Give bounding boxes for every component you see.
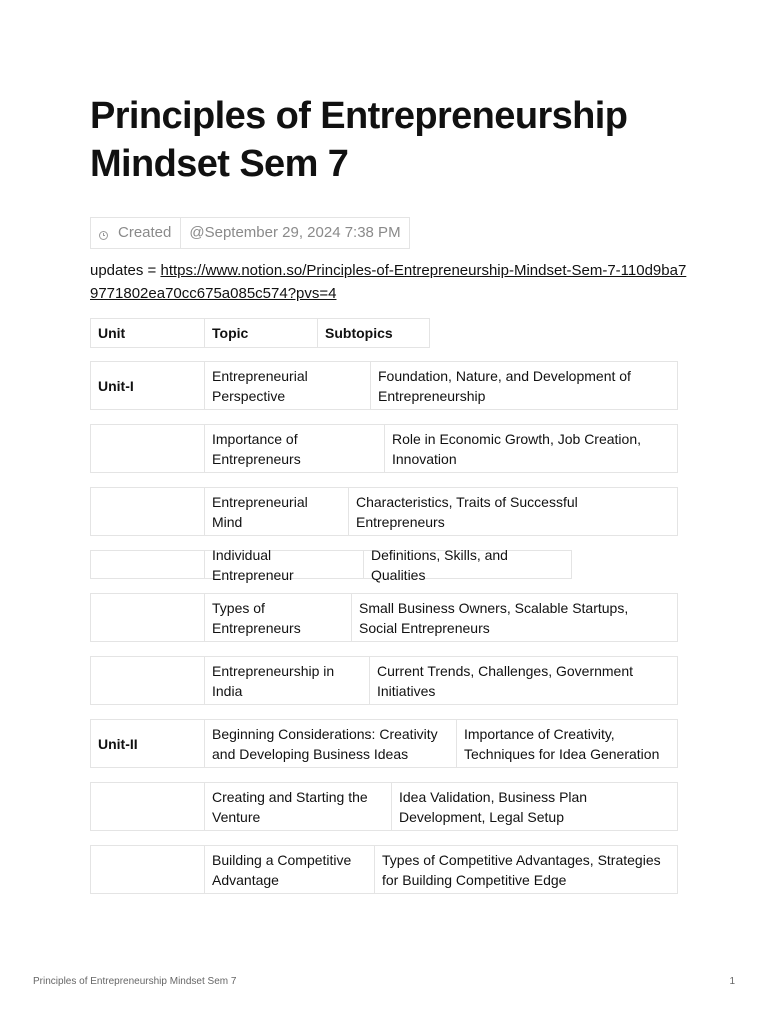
row-unit-cell (91, 551, 204, 578)
row-topic-cell: Beginning Considerations: Creativity and Developing Business Ideas (204, 720, 456, 767)
row-subtopics-cell: Importance of Creativity, Techniques for Idea Generation (456, 720, 677, 767)
row-subtopics-cell: Foundation, Nature, and Development of Entrepreneurship (370, 362, 677, 409)
page-number: 1 (729, 976, 735, 987)
row-subtopics-cell: Idea Validation, Business Plan Development, Legal Setup (391, 783, 677, 830)
table-row (90, 487, 678, 536)
row-topic-cell: Entrepreneurial Perspective (204, 362, 370, 409)
updates-line (90, 259, 690, 305)
table-row (90, 719, 678, 768)
row-topic-cell: Importance of Entrepreneurs (204, 425, 384, 472)
row-subtopics-cell: Characteristics, Traits of Successful Entrepreneurs (348, 488, 677, 535)
row-subtopics-cell: Role in Economic Growth, Job Creation, Innovation (384, 425, 677, 472)
row-unit-cell (91, 425, 204, 472)
row-unit-cell: Unit-I (98, 377, 134, 394)
header-topic: Topic (204, 319, 317, 347)
row-unit-cell (91, 846, 204, 893)
row-subtopics-cell: Current Trends, Challenges, Government Initiatives (369, 657, 677, 704)
table-header-row (90, 318, 430, 348)
footer-title: Principles of Entrepreneurship Mindset Sem 7 (33, 976, 237, 987)
updates-link[interactable]: https://www.notion.so/Principles-of-Entrepreneurship-Mindset-Sem-7-110d9ba79771802ea70cc675a085c574?pvs=4 (90, 262, 687, 302)
row-topic-cell: Types of Entrepreneurs (204, 594, 351, 641)
updates-prefix: updates = (90, 262, 161, 279)
row-topic-cell: Creating and Starting the Venture (204, 783, 391, 830)
created-value: @September 29, 2024 7:38 PM (189, 224, 401, 241)
row-topic-cell: Entrepreneurial Mind (204, 488, 348, 535)
row-unit-cell (91, 783, 204, 830)
row-subtopics-cell: Definitions, Skills, and Qualities (363, 551, 571, 578)
table-row (90, 361, 678, 410)
row-unit-cell (91, 594, 204, 641)
header-subtopics: Subtopics (317, 319, 429, 347)
created-label: Created (118, 224, 172, 241)
row-unit-cell (91, 657, 204, 704)
row-topic-cell: Individual Entrepreneur (204, 551, 363, 578)
table-row (90, 782, 678, 831)
table-row (90, 424, 678, 473)
header-unit: Unit (98, 325, 126, 341)
table-row (90, 845, 678, 894)
created-property-key (91, 218, 181, 248)
row-topic-cell: Building a Competitive Advantage (204, 846, 374, 893)
table-row (90, 656, 678, 705)
table-row (90, 546, 572, 583)
row-subtopics-cell: Small Business Owners, Scalable Startups, Social Entrepreneurs (351, 594, 677, 641)
clock-icon (99, 231, 108, 240)
row-unit-cell (91, 488, 204, 535)
page-title: Principles of Entrepreneurship Mindset Sem 7 (90, 95, 628, 185)
row-topic-cell: Entrepreneurship in India (204, 657, 369, 704)
row-subtopics-cell: Types of Competitive Advantages, Strategies for Building Competitive Edge (374, 846, 677, 893)
created-property (90, 217, 410, 249)
table-row (90, 593, 678, 642)
row-unit-cell: Unit-II (98, 735, 138, 752)
